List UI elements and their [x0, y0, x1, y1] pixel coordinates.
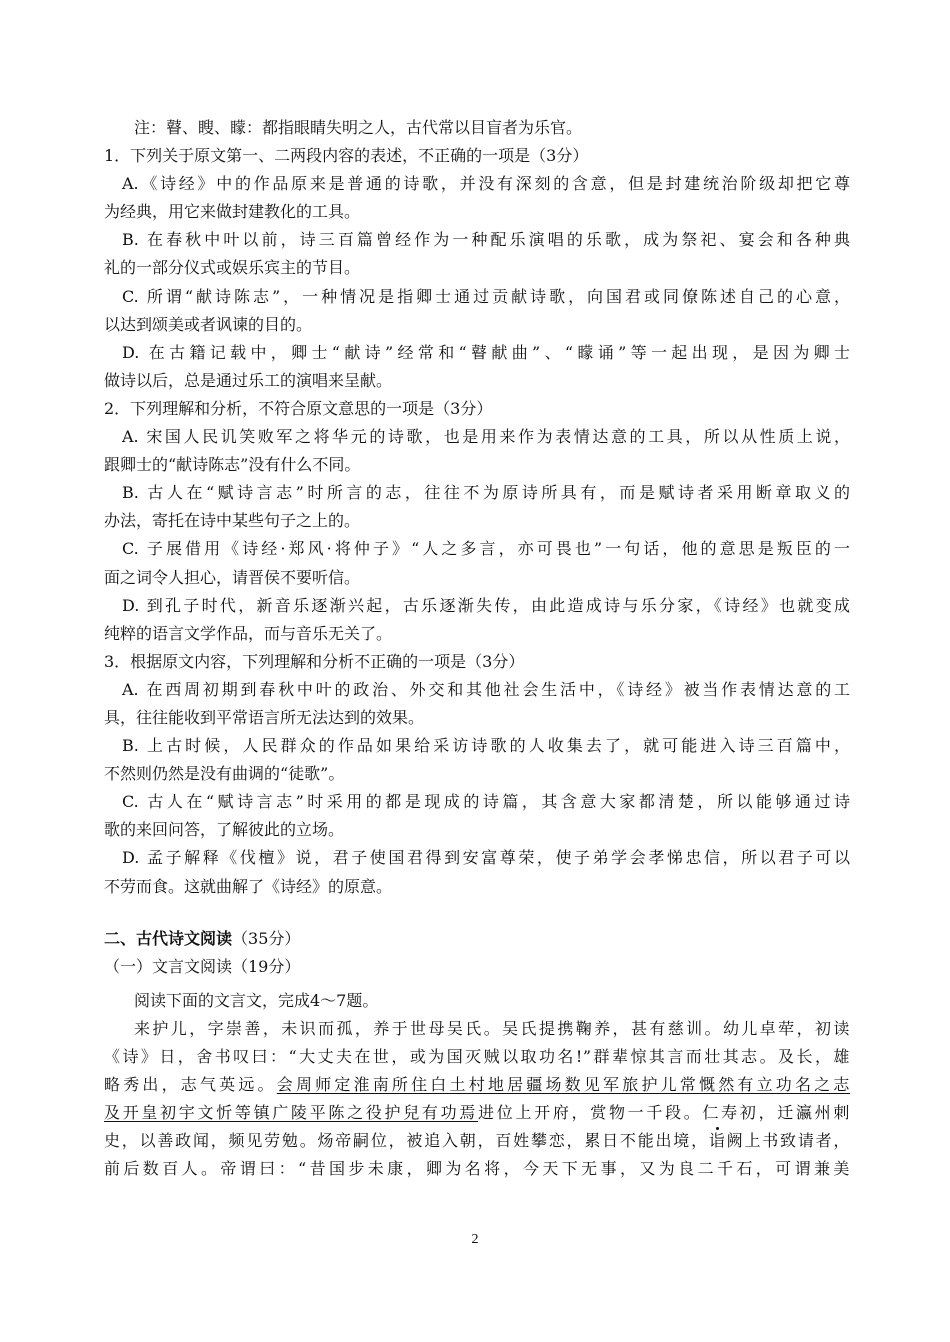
underlined-sentence: 会周师定淮南所住白土村地居疆场数见军旅护儿常慨然有立功名之志 [276, 1075, 850, 1095]
option-b: B. 古人在“赋诗言志”时所言的志，往往不为原诗所具有，而是赋诗者采用断章取义的 [122, 483, 850, 503]
option-d-cont: 不劳而食。这就曲解了《诗经》的原意。 [104, 876, 393, 896]
reading-instruction: 阅读下面的文言文，完成4～7题。 [134, 990, 379, 1010]
passage-text: 略秀出，志气英远。 [104, 1075, 277, 1095]
option-a-cont: 具，往往能收到平常语言所无法达到的效果。 [104, 707, 425, 727]
option-d: D. 孟子解释《伐檀》说，君子使国君得到安富尊荣，使子弟学会孝悌忠信，所以君子可以 [122, 848, 850, 868]
underlined-sentence: 及开皇初宇文忻等镇广陵平陈之役护兒有功焉 [104, 1103, 479, 1123]
option-b-cont: 礼的一部分仪式或娱乐宾主的节目。 [104, 258, 361, 278]
option-a-cont: 跟卿士的“献诗陈志”没有什么不同。 [104, 455, 361, 475]
page-number: 2 [471, 1232, 479, 1247]
option-c: C. 子展借用《诗经·郑风·将仲子》“人之多言，亦可畏也”一句话，他的意思是叛臣的一 [122, 539, 850, 559]
option-b-cont: 不然则仍然是没有曲调的“徒歌”。 [104, 764, 345, 784]
classical-passage [104, 1015, 850, 1184]
option-a: A. 宋国人民讥笑败军之将华元的诗歌，也是用来作为表情达意的工具，所以从性质上说， [122, 427, 850, 447]
option-c-cont: 以达到颂美或者讽谏的目的。 [104, 314, 313, 334]
option-c: C. 古人在“赋诗言志”时采用的都是现成的诗篇，其含意大家都清楚，所以能够通过诗 [122, 792, 850, 812]
option-d-cont: 做诗以后，总是通过乐工的演唱来呈献。 [104, 370, 393, 390]
option-d: D. 到孔子时代，新音乐逐渐兴起，古乐逐渐失传，由此造成诗与乐分家，《诗经》也就变成 [122, 595, 850, 615]
subsection-heading: （一）文言文阅读（19分） [104, 956, 301, 976]
option-a: A.《诗经》中的作品原来是普通的诗歌，并没有深刻的含意，但是封建统治阶级却把它尊 [122, 174, 850, 194]
question-2 [104, 395, 850, 648]
option-b-cont: 办法，寄托在诗中某些句子之上的。 [104, 511, 361, 531]
question-3 [104, 648, 850, 901]
question-stem: 3．根据原文内容，下列理解和分析不正确的一项是（3分） [104, 651, 525, 671]
passage-line [104, 1071, 850, 1099]
passage-text: 史，以善政闻，频见劳勉。炀帝嗣位，被追入朝，百姓攀恋，累日不能出境， [104, 1131, 709, 1151]
option-b: B. 上古时候，人民群众的作品如果给采访诗歌的人收集去了，就可能进入诗三百篇中， [122, 736, 850, 756]
emphasized-char: 诣 [708, 1131, 727, 1151]
option-c-cont: 歌的来回问答，了解彼此的立场。 [104, 820, 345, 840]
page-content [104, 114, 850, 1183]
passage-line [104, 1099, 850, 1127]
option-a: A. 在西周初期到春秋中叶的政治、外交和其他社会生活中，《诗经》被当作表情达意的工 [122, 679, 850, 699]
section-score: （35分） [232, 928, 301, 948]
section-2 [104, 925, 850, 1184]
passage-line [104, 1127, 850, 1155]
section-heading [104, 925, 850, 953]
passage-line: 前后数百人。帝谓曰：“昔国步未康，卿为名将，今天下无事，又为良二千石，可谓兼美 [104, 1159, 850, 1179]
question-stem: 1．下列关于原文第一、二两段内容的表述，不正确的一项是（3分） [104, 146, 589, 166]
passage-text: 阙上书致请者， [726, 1131, 850, 1151]
section-title: 二、古代诗文阅读 [104, 928, 233, 948]
option-a-cont: 为经典，用它来做封建教化的工具。 [104, 202, 361, 222]
passage-line: 《诗》日，舍书叹曰：“大丈夫在世，或为国灭贼以取功名!”群辈惊其言而壮其志。及长，雄 [104, 1047, 850, 1066]
spacer [104, 901, 850, 925]
question-stem: 2．下列理解和分析，不符合原文意思的一项是（3分） [104, 398, 493, 418]
option-c-cont: 面之词令人担心，请晋侯不要听信。 [104, 567, 361, 587]
option-d: D. 在古籍记载中，卿士“献诗”经常和“瞽献曲”、“矇诵”等一起出现，是因为卿士 [122, 342, 850, 362]
question-1 [104, 142, 850, 395]
option-b: B. 在春秋中叶以前，诗三百篇曾经作为一种配乐演唱的乐歌，成为祭祀、宴会和各种典 [122, 230, 850, 250]
passage-text: 进位上开府，赏物一千段。仁寿初，迁瀛州刺 [478, 1103, 850, 1123]
option-c: C. 所谓“献诗陈志”，一种情况是指卿士通过贡献诗歌，向国君或同僚陈述自己的心意， [122, 286, 850, 306]
option-d-cont: 纯粹的语言文学作品，而与音乐无关了。 [104, 623, 393, 643]
passage-line: 来护儿，字崇善，未识而孤，养于世母吴氏。吴氏提携鞠养，甚有慈训。幼儿卓荦，初读 [134, 1018, 850, 1038]
footnote: 注：瞽、瞍、矇：都指眼睛失明之人，古代常以目盲者为乐官。 [134, 118, 583, 137]
